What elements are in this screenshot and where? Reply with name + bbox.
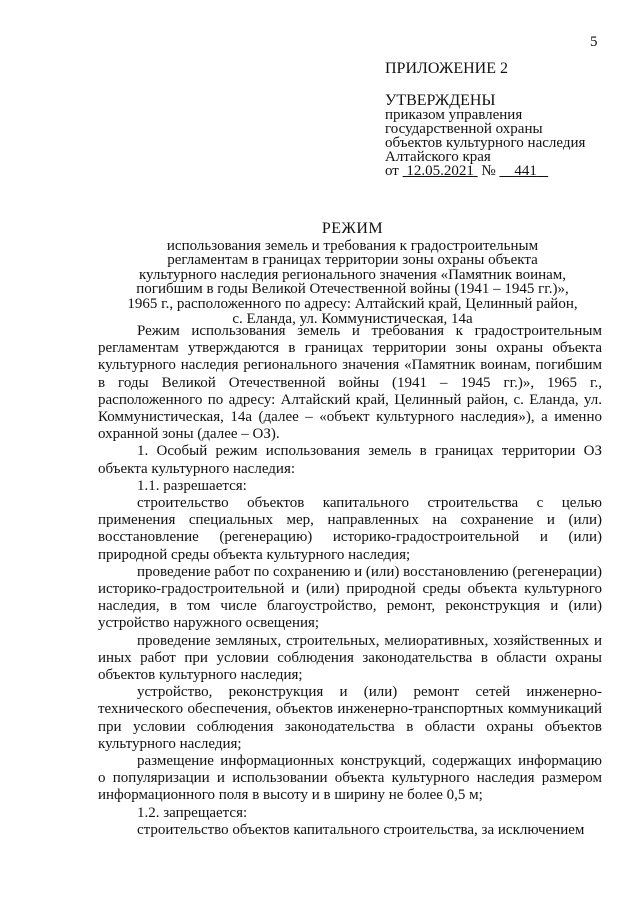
appendix-label: ПРИЛОЖЕНИЕ 2 bbox=[385, 60, 509, 77]
document-title-block bbox=[100, 222, 605, 326]
allowed-item: размещение информационных конструкций, содержащих информацию о популяризации и использовании объекта культурного наследия размером информационного поля в высоту и в ширину не более 0,5 м; bbox=[98, 753, 602, 804]
subsection-allowed: 1.1. разрешается: bbox=[137, 477, 247, 494]
order-number-label: № bbox=[481, 163, 496, 179]
page-number: 5 bbox=[590, 34, 598, 50]
title-line: с. Еланда, ул. Коммунистическая, 14а bbox=[232, 310, 473, 327]
allowed-item: проведение земляных, строительных, мелиоративных, хозяйственных и иных работ при условии соблюдения законодательства в области охраны объектов культурного наследия; bbox=[98, 632, 602, 684]
document-body bbox=[98, 323, 602, 839]
prohibited-item: строительство объектов капитального строительства, за исключением bbox=[137, 821, 585, 838]
order-number: 441 bbox=[514, 163, 537, 179]
title-line: погибшим в годы Великой Отечественной войны (1941 – 1945 гг.)», bbox=[136, 281, 569, 298]
document-title: РЕЖИМ bbox=[321, 220, 384, 237]
title-line: регламентам в границах территории зоны охраны объекта bbox=[167, 252, 538, 269]
approval-line: Алтайского края bbox=[385, 149, 491, 165]
approval-line: приказом управления bbox=[385, 107, 523, 123]
approved-label: УТВЕРЖДЕНЫ bbox=[385, 92, 496, 109]
approval-block bbox=[385, 62, 585, 178]
section-heading: 1. Особый режим использования земель в границах территории ОЗ объекта культурного наследия: bbox=[98, 443, 602, 477]
order-date: 12.05.2021 bbox=[406, 163, 474, 179]
intro-paragraph: Режим использования земель и требования к градостроительным регламентам утверждаются в границах территории зоны охраны объекта культурного наследия регионального значения «Памятник воинам, погибшим в годы Великой Отечественной войны (1941 – 1945 гг.)», 1965 г., расположенного по адресу: Алтайский край, Целинный район, с. Еланда, ул. Коммунистическая, 14а (далее – «объект культурного наследия»), а именно охранной зоны (далее – ОЗ). bbox=[98, 323, 602, 443]
order-prefix: от bbox=[385, 163, 399, 179]
order-reference bbox=[385, 164, 585, 178]
allowed-item: строительство объектов капитального строительства с целью применения специальных мер, направленных на сохранение и (или) восстановление (регенерацию) историко-градостроительной и (или) природной среды объекта культурного наследия; bbox=[98, 495, 602, 563]
subsection-prohibited: 1.2. запрещается: bbox=[137, 804, 248, 821]
approval-line: государственной охраны bbox=[385, 121, 543, 137]
allowed-item: устройство, реконструкция и (или) ремонт сетей инженерно-технического обеспечения, объектов инженерно-транспортных коммуникаций при условии соблюдения законодательства в области охраны объектов культурного наследия; bbox=[98, 684, 602, 752]
allowed-item: проведение работ по сохранению и (или) восстановлению (регенерации) историко-градостроительной и (или) природной среды объекта культурного наследия, в том числе благоустройство, ремонт, реконструкция и (или) устройство наружного освещения; bbox=[98, 563, 602, 632]
title-line: 1965 г., расположенного по адресу: Алтайский край, Целинный район, bbox=[127, 295, 578, 312]
title-line: использования земель и требования к градостроительным bbox=[166, 237, 539, 254]
approval-line: объектов культурного наследия bbox=[385, 135, 586, 151]
title-line: культурного наследия регионального значения «Памятник воинам, bbox=[138, 266, 567, 283]
